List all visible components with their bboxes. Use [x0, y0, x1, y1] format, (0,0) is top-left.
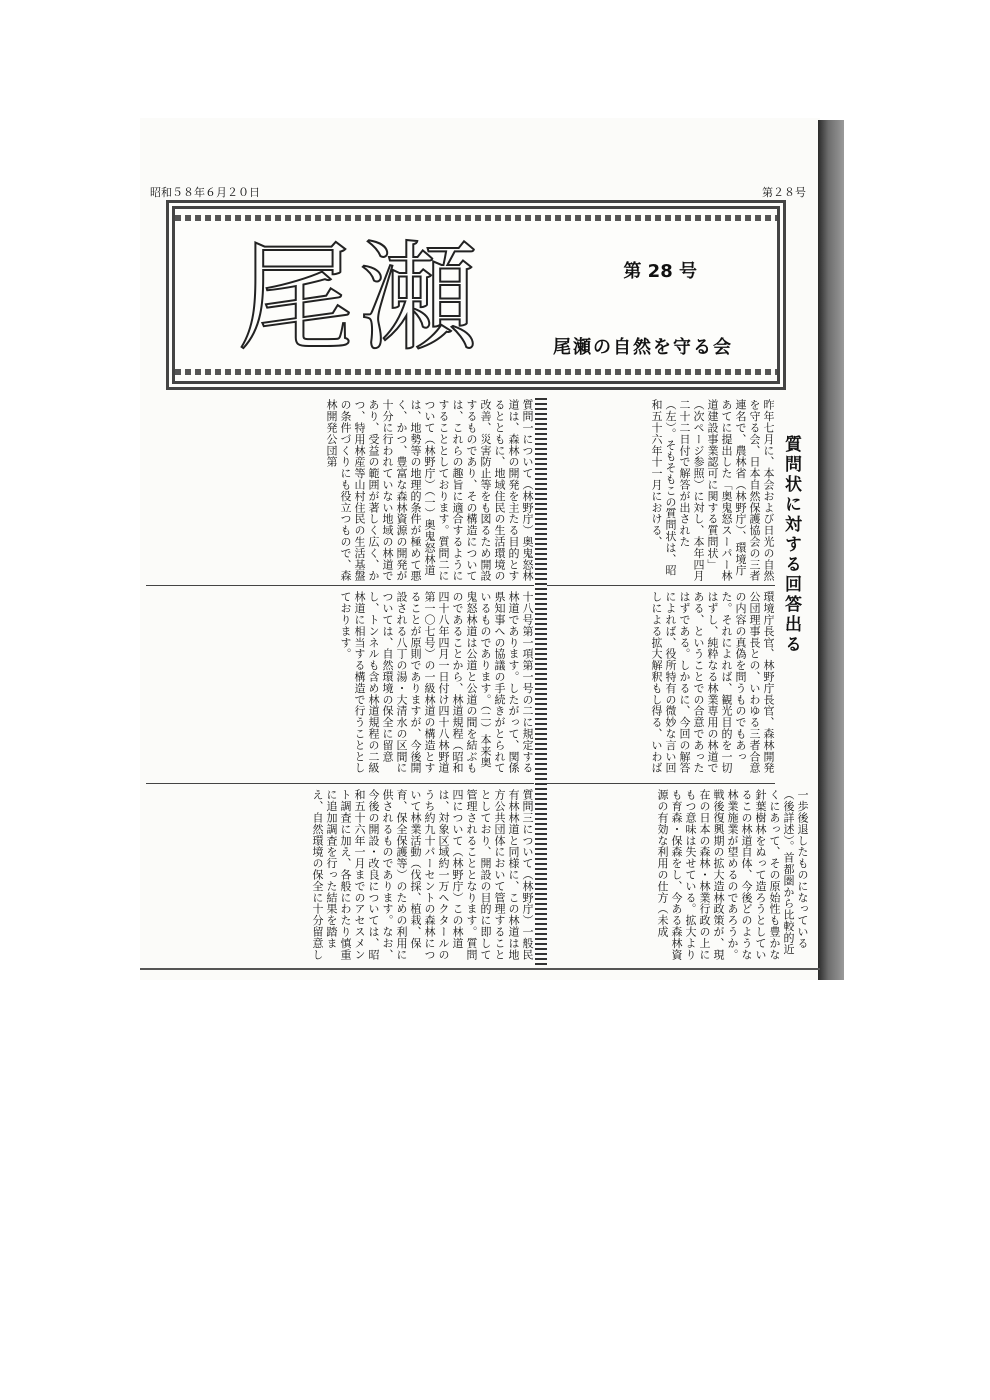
article-headline: 質問状に対する回答出る — [781, 435, 801, 655]
divider — [547, 585, 775, 586]
masthead — [166, 200, 786, 390]
divider — [547, 783, 775, 784]
divider — [146, 585, 534, 586]
commentary-block-1: 昨年七月に、本会および日光の自然を守る会、日本自然保護協会の三者連名で、農林省（林野庁）、環境庁あてに提出した「奥鬼怒スーパー林道建設事業認可に関する質問状」（次ページ参照）に対し、本年四月二十二日付で解答が出された（左）。そもそもこの質問状は、昭和五十六年十一月における、 — [650, 399, 775, 582]
masthead-issue: 第 28 号 — [623, 261, 697, 282]
leaf-border-bottom — [175, 369, 777, 375]
column-divider — [535, 395, 547, 965]
leaf-border-top — [175, 215, 777, 221]
commentary-block-3: 一歩後退したものになっている（後詳述）。首都圏から比較的近くにあって、その原始性も豊かな針葉樹林をぬって造ろうとしているこの林道自体、今後どのような林業施業が望めるのであろうか。戦後復興期の拡大造林政策が、現在の日本の森林・林業行政の上にもつ意味は失せている。拡大よりも育森・保森をし、今ある森林資源の有効な利用の仕方（未成 — [656, 789, 809, 960]
organization-name: 尾瀬の自然を守る会 — [553, 337, 733, 358]
answer-block-1: 質問一について（林野庁）奥鬼怒林道は、森林の開発を主たる目的とするとともに、地域住民の生活環境の改善、災害防止等をも図るため開設するものであり、その構造については、これらの趣旨に適合するようにすることとしております。質問二について（林野庁）（一）奥鬼怒林道は、地勢等の地理的条件が極めて悪く、かつ、豊富な森林資源の開発が十分に行われていない地域の林道であり、受益の範囲が著しく広く、かつ、特用林産等山村住民の生活基盤の条件づくりにも役立つもので、森林開発公団第 — [325, 399, 534, 582]
article-grid — [146, 395, 816, 965]
scan-edge-shadow — [818, 120, 844, 980]
issue-number-top: 第２８号 — [762, 186, 806, 199]
masthead-title: 尾瀬 — [237, 229, 482, 367]
divider — [146, 783, 534, 784]
answer-block-2: 十八号第一項第一号の二に規定する林道であります。したがって、関係県知事への協議の手続きがとられているものであります。（二）本来奥鬼怒林道は公道と公道の間を結ぶものであることから、林道規程（昭和四十八年四月一日付け四十八林野道第一〇七号）の一級林道の構造とすることが原則でありますが、今後開設される八丁の湯・大清水の区間については、自然環境の保全に留意し、トンネルも含め林道規程の二級林道に相当する構造で行うこととしております。 — [339, 591, 534, 774]
answer-block-3: 質問三について（林野庁）一般民有林林道と同様に、この林道は地方公共団体において管理することとしており、開設の目的に即して管理されることとなります。質問四について（林野庁）この林道は、対象区域約一万ヘクタールのうち約九十パーセントの森林について林業活動（伐採、植栽、保育、保全保護等）のための利用に供されるものであります。なお、今後の開設・改良については、昭和五十六年一月までのアセスメント調査に加え、各般にわたり慎重に追加調査を行った結果を踏まえ、自然環境の保全に十分留意し — [311, 789, 534, 960]
bottom-rule — [140, 968, 820, 970]
commentary-block-2: 環境庁長官、林野庁長官、森林開発公団理事長との、いわゆる三者合意の内容の真偽を問うものでもあった。それによれば、観光目的を一切はずし、純粋なる林業専用の林道である、ということでの合意であったはずである。しかるに、今回の解答によれば、役所特有の微妙な言い回しによる拡大解釈もし得る、いわば — [650, 591, 775, 774]
publication-date: 昭和５８年６月２０日 — [150, 186, 260, 199]
